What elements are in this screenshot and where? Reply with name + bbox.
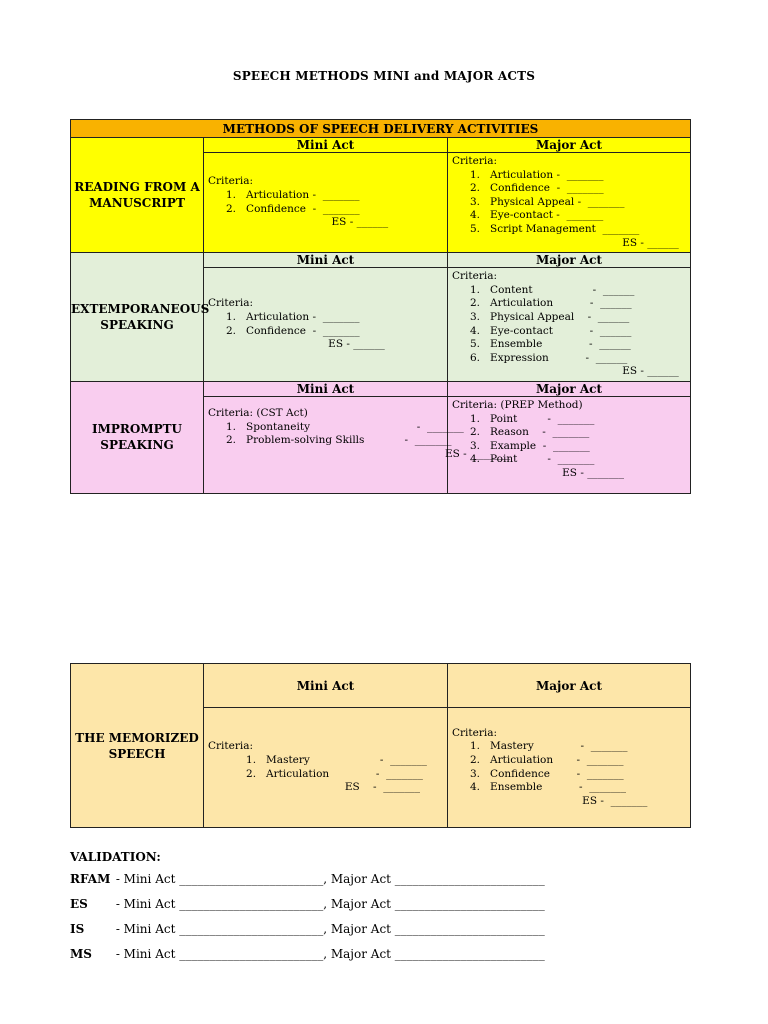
criteria-item: 4. Point - _______: [470, 453, 595, 466]
criteria-list: [208, 754, 443, 781]
criteria-label: Criteria:: [208, 175, 254, 188]
major-act-header: Major Act: [448, 381, 691, 396]
method-reading-manuscript: READING FROM A MANUSCRIPT: [71, 138, 204, 253]
validation-row: [70, 897, 545, 922]
major-act-criteria: [448, 708, 691, 828]
validation-code: ES: [70, 897, 88, 911]
mini-act-header: Mini Act: [204, 253, 448, 268]
page-title: SPEECH METHODS MINI and MAJOR ACTS: [232, 69, 536, 83]
validation-section: [70, 850, 545, 972]
criteria-item: 2. Articulation - _______: [470, 753, 624, 766]
es-score: ES - _______: [452, 466, 624, 479]
criteria-label: Criteria:: [452, 270, 498, 283]
mini-act-criteria: [204, 153, 448, 253]
table-header: METHODS OF SPEECH DELIVERY ACTIVITIES: [71, 120, 691, 138]
es-score: ES - ______: [208, 338, 385, 351]
criteria-item: 2. Articulation - _______: [226, 767, 423, 780]
es-score: ES - ______: [452, 365, 679, 378]
criteria-item: 1. Articulation - _______: [226, 310, 360, 323]
validation-line: - Mini Act ________________________, Major Act _________________________: [112, 922, 545, 936]
method-memorized: THE MEMORIZED SPEECH: [71, 664, 204, 828]
criteria-item: 2. Problem-solving Skills - _______: [226, 434, 452, 447]
criteria-item: 3. Confidence - _______: [470, 767, 624, 780]
criteria-item: 1. Mastery - _______: [470, 740, 628, 753]
criteria-item: 1. Spontaneity - _______: [226, 420, 464, 433]
criteria-item: 2. Reason - _______: [470, 426, 590, 439]
mini-act-criteria: [204, 396, 511, 493]
method-extemporaneous: EXTEMPORANEOUS SPEAKING: [71, 253, 204, 382]
mini-act-criteria: [204, 268, 448, 382]
criteria-item: 4. Ensemble - _______: [470, 781, 626, 794]
validation-code: MS: [70, 947, 92, 961]
validation-code: IS: [70, 922, 85, 936]
criteria-list: [208, 189, 443, 216]
major-act-criteria: [448, 396, 691, 493]
criteria-item: 6. Expression - ______: [470, 351, 628, 364]
criteria-item: 4. Eye-contact - ______: [470, 324, 632, 337]
criteria-item: 5. Ensemble - ______: [470, 338, 631, 351]
criteria-label: Criteria: (PREP Method): [452, 398, 583, 411]
criteria-label: Criteria:: [208, 740, 254, 753]
major-act-criteria: [448, 268, 691, 382]
criteria-item: 3. Physical Appeal - _______: [470, 195, 625, 208]
es-score: ES - _______: [452, 794, 648, 807]
criteria-label: Criteria:: [452, 726, 498, 739]
criteria-item: 3. Physical Appeal - ______: [470, 310, 630, 323]
criteria-item: 1. Content - ______: [470, 283, 635, 296]
criteria-item: 1. Articulation - _______: [470, 168, 604, 181]
criteria-label: Criteria: (CST Act): [208, 406, 308, 419]
es-score: ES - ______: [208, 216, 389, 229]
validation-code: RFAM: [70, 872, 111, 886]
criteria-item: 2. Articulation - ______: [470, 297, 632, 310]
mini-act-header: Mini Act: [204, 138, 448, 153]
criteria-list: [452, 169, 686, 237]
major-act-header: Major Act: [448, 138, 691, 153]
mini-act-header: Mini Act: [204, 381, 448, 396]
es-score: ES - _______: [208, 781, 421, 794]
validation-line: - Mini Act ________________________, Major Act _________________________: [112, 947, 545, 961]
major-act-header: Major Act: [448, 664, 691, 708]
criteria-list: [452, 740, 686, 794]
mini-act-criteria: [204, 708, 448, 828]
criteria-item: 1. Mastery - _______: [226, 753, 427, 766]
criteria-item: 2. Confidence - _______: [226, 202, 360, 215]
criteria-list: [452, 413, 686, 467]
mini-act-header: Mini Act: [204, 664, 448, 708]
major-act-criteria: [448, 153, 691, 253]
criteria-label: Criteria:: [208, 297, 254, 310]
validation-row: [70, 922, 545, 947]
criteria-item: 5. Script Management _______: [470, 222, 640, 235]
validation-row: [70, 872, 545, 897]
criteria-item: 1. Point - _______: [470, 412, 595, 425]
memorized-speech-table: [70, 663, 691, 828]
validation-heading: VALIDATION:: [70, 850, 161, 864]
es-score: ES - _______: [208, 447, 511, 460]
criteria-list: [208, 311, 443, 338]
criteria-item: 2. Confidence - _______: [226, 324, 360, 337]
criteria-label: Criteria:: [452, 155, 498, 167]
criteria-item: 2. Confidence - _______: [470, 182, 604, 195]
validation-row: [70, 947, 545, 972]
criteria-list: [452, 284, 686, 366]
validation-line: - Mini Act ________________________, Major Act _________________________: [112, 872, 545, 886]
criteria-item: 4. Eye-contact - _______: [470, 209, 604, 222]
speech-delivery-table: [70, 119, 691, 494]
criteria-item: 1. Articulation - _______: [226, 188, 360, 201]
es-score: ES - ______: [452, 236, 679, 249]
criteria-list: [208, 420, 464, 448]
major-act-header: Major Act: [448, 253, 691, 268]
method-impromptu: IMPROMPTU SPEAKING: [71, 381, 204, 493]
criteria-item: 3. Example - _______: [470, 439, 590, 452]
validation-line: - Mini Act ________________________, Major Act _________________________: [112, 897, 545, 911]
